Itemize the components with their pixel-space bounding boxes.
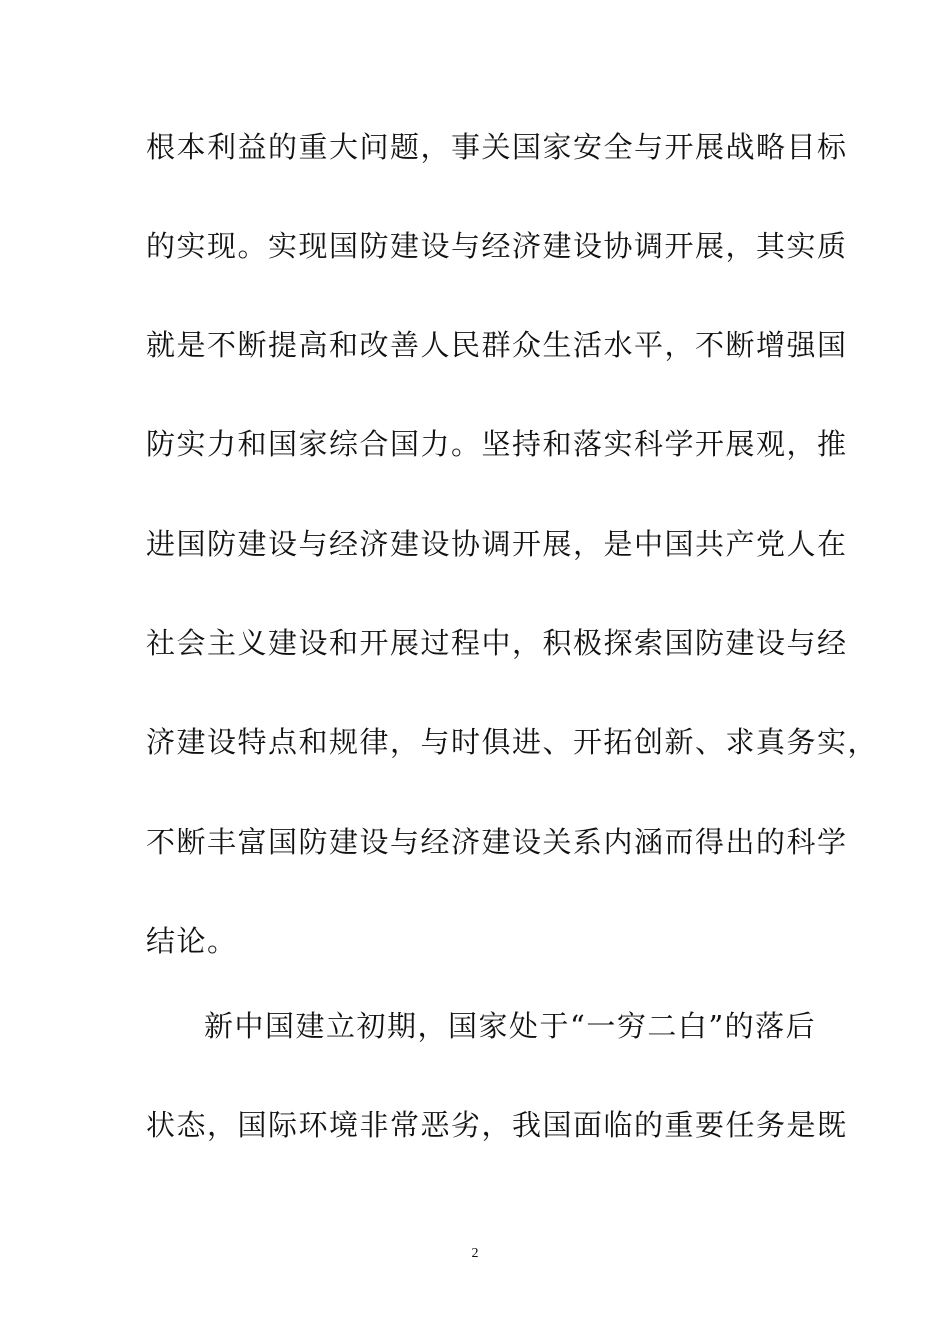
text-line: 状态，国际环境非常恶劣，我国面临的重要任务是既 (146, 1108, 848, 1142)
text-line: 的实现。实现国防建设与经济建设协调开展，其实质 (146, 229, 848, 263)
text-line: 进国防建设与经济建设协调开展，是中国共产党人在 (146, 527, 848, 561)
page-number: 2 (471, 1246, 479, 1261)
text-line: 结论。 (146, 924, 238, 958)
text-line: 社会主义建设和开展过程中，积极探索国防建设与经 (146, 626, 848, 660)
text-line: 根本利益的重大问题，事关国家安全与开展战略目标 (146, 130, 848, 164)
text-line: 就是不断提高和改善人民群众生活水平，不断增强国 (146, 328, 848, 362)
text-line: 济建设特点和规律，与时俱进、开拓创新、求真务实， (146, 725, 879, 759)
paragraph-first-line: 新中国建立初期，国家处于“一穷二白”的落后 (204, 1009, 817, 1043)
text-line: 不断丰富国防建设与经济建设关系内涵而得出的科学 (146, 825, 848, 859)
text-line: 防实力和国家综合国力。坚持和落实科学开展观，推 (146, 427, 848, 461)
